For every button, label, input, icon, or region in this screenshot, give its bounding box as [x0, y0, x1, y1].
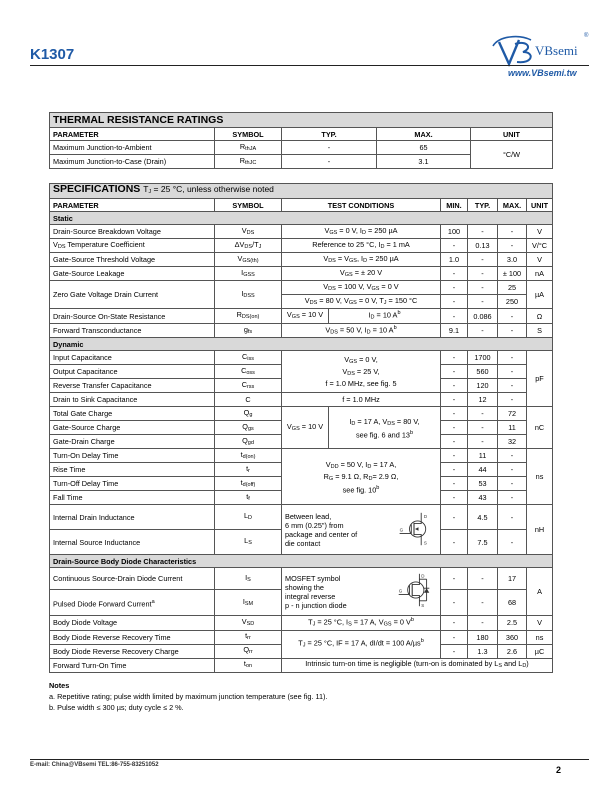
param-label: Drain-Source On-State Resistance	[50, 309, 215, 323]
min-value: -	[441, 530, 468, 555]
typ-value: -	[468, 616, 498, 630]
max-value: 2.5	[498, 616, 527, 630]
param-symbol: $Q_g$	[215, 407, 282, 421]
mosfet-symbol-icon	[396, 511, 432, 547]
section-body-diode: Drain-Source Body Diode Characteristics	[50, 555, 553, 568]
max-value: -	[498, 505, 527, 530]
param-symbol: $Q_{gd}$	[215, 435, 282, 449]
unit-value: µC	[527, 644, 553, 658]
param-symbol: $V_{SD}$	[215, 616, 282, 630]
unit-value: µA	[527, 281, 553, 309]
footer-rule	[30, 759, 589, 760]
page-number: 2	[556, 765, 562, 775]
th-parameter: PARAMETER	[50, 128, 215, 141]
th-max: MAX.	[377, 128, 471, 141]
th-typ: TYP.	[282, 128, 377, 141]
th-typ: TYP.	[468, 199, 498, 212]
param-label: $V_{DS}$ Temperature Coefficient	[50, 239, 215, 253]
min-value: -	[441, 239, 468, 253]
notes-title: Notes	[49, 681, 70, 690]
typ-value: -	[468, 253, 498, 267]
brand-name: VBsemi	[535, 43, 578, 58]
min-value: -	[441, 421, 468, 435]
test-condition: $V_{DS} = 100$ V, $V_{GS} = 0$ V	[282, 281, 441, 295]
min-value: -	[441, 616, 468, 630]
min-value: 1.0	[441, 253, 468, 267]
param-label: Drain to Sink Capacitance	[50, 393, 215, 407]
thermal-typ: -	[282, 155, 377, 169]
min-value: -	[441, 407, 468, 421]
max-value: ± 100	[498, 267, 527, 281]
min-value: -	[441, 630, 468, 644]
unit-value: V	[527, 616, 553, 630]
param-label: Drain-Source Breakdown Voltage	[50, 225, 215, 239]
is-cond-line: showing the	[285, 582, 324, 592]
ind-cond-line: 6 mm (0.25") from	[285, 520, 344, 530]
max-value: -	[498, 477, 527, 491]
registered-mark: ®	[584, 33, 589, 39]
min-value: -	[441, 351, 468, 365]
typ-value: 560	[468, 365, 498, 379]
specs-title: SPECIFICATIONS $T_J = 25$ °C, unless otherwise noted	[50, 184, 553, 199]
th-min: MIN.	[441, 199, 468, 212]
param-label: Gate-Source Leakage	[50, 267, 215, 281]
max-value: 17	[498, 568, 527, 590]
unit-value: nC	[527, 407, 553, 449]
note-b: b. Pulse width ≤ 300 µs; duty cycle ≤ 2 %.	[49, 703, 184, 712]
ind-cond-line: die contact	[285, 538, 321, 548]
param-symbol: $C_{oss}$	[215, 365, 282, 379]
param-label: Body Diode Voltage	[50, 616, 215, 630]
param-symbol: $C_{iss}$	[215, 351, 282, 365]
typ-value: 4.5	[468, 505, 498, 530]
typ-value: 0.13	[468, 239, 498, 253]
unit-value: V	[527, 253, 553, 267]
typ-value: -	[468, 421, 498, 435]
th-symbol: SYMBOL	[215, 128, 282, 141]
typ-value: 1.3	[468, 644, 498, 658]
param-label: Internal Drain Inductance	[50, 505, 215, 530]
th-symbol: SYMBOL	[215, 199, 282, 212]
svg-text:D: D	[421, 573, 425, 579]
typ-value: -	[468, 435, 498, 449]
max-value: -	[498, 351, 527, 365]
test-condition: $V_{DS} = V_{GS}$, $I_D = 250$ µA	[282, 253, 441, 267]
website-link[interactable]: www.VBsemi.tw	[508, 68, 577, 78]
footer-contact: E-mail: China@VBsemi TEL:86-755-83251052	[30, 762, 159, 768]
max-value: -	[498, 239, 527, 253]
max-value: -	[498, 491, 527, 505]
test-condition: $V_{DS} = 80$ V, $V_{GS} = 0$ V, $T_J = 150$ °C	[282, 295, 441, 309]
typ-value: -	[468, 281, 498, 295]
param-label: Internal Source Inductance	[50, 530, 215, 555]
test-condition: $V_{GS} = 0$ V, $I_D = 250$ µA	[282, 225, 441, 239]
max-value: -	[498, 225, 527, 239]
svg-text:S: S	[423, 540, 427, 546]
max-value: -	[498, 530, 527, 555]
param-symbol: $t_{d(off)}$	[215, 477, 282, 491]
param-symbol: $L_S$	[215, 530, 282, 555]
param-label: Gate-Drain Charge	[50, 435, 215, 449]
param-label: Reverse Transfer Capacitance	[50, 379, 215, 393]
unit-value: V	[527, 225, 553, 239]
section-dynamic: Dynamic	[50, 338, 553, 351]
param-symbol: $V_{DS}$	[215, 225, 282, 239]
param-symbol: $t_{rr}$	[215, 630, 282, 644]
min-value: -	[441, 435, 468, 449]
svg-text:G: G	[398, 588, 403, 594]
mosfet-diode-symbol-icon	[396, 572, 432, 608]
ind-cond-line: package and center of	[285, 529, 358, 539]
typ-value: 120	[468, 379, 498, 393]
min-value: 9.1	[441, 323, 468, 337]
typ-value: 7.5	[468, 530, 498, 555]
min-value: -	[441, 281, 468, 295]
min-value: -	[441, 644, 468, 658]
thermal-resistance-table	[49, 112, 553, 169]
test-condition: $T_J = 25$ °C, IF = 17 A, dI/dt = 100 A/µs$^b$	[282, 630, 441, 658]
unit-value: A	[527, 568, 553, 616]
param-label: Turn-On Delay Time	[50, 449, 215, 463]
max-value: 68	[498, 590, 527, 616]
thermal-unit: °C/W	[471, 141, 553, 169]
param-symbol: $t_f$	[215, 491, 282, 505]
param-symbol: $I_{DSS}$	[215, 281, 282, 309]
max-value: 32	[498, 435, 527, 449]
thermal-param: Maximum Junction-to-Ambient	[50, 141, 215, 155]
th-parameter: PARAMETER	[50, 199, 215, 212]
typ-value: 12	[468, 393, 498, 407]
param-label: Continuous Source-Drain Diode Current	[50, 568, 215, 590]
notes	[49, 680, 328, 713]
part-number: K1307	[30, 46, 75, 63]
unit-value: nH	[527, 505, 553, 555]
param-symbol: $C_{rss}$	[215, 379, 282, 393]
typ-value: -	[468, 295, 498, 309]
param-label: Gate-Source Threshold Voltage	[50, 253, 215, 267]
thermal-symbol: $R_{thJA}$	[215, 141, 282, 155]
test-condition	[282, 505, 441, 555]
param-symbol: $I_{GSS}$	[215, 267, 282, 281]
unit-value: pF	[527, 351, 553, 407]
min-value: -	[441, 379, 468, 393]
ind-cond-line: Between lead,	[285, 511, 332, 521]
max-value: 25	[498, 281, 527, 295]
thermal-param: Maximum Junction-to-Case (Drain)	[50, 155, 215, 169]
param-label: Body Diode Reverse Recovery Charge	[50, 644, 215, 658]
is-cond-line: integral reverse	[285, 591, 336, 601]
max-value: 360	[498, 630, 527, 644]
param-symbol: $I_S$	[215, 568, 282, 590]
param-symbol: $V_{GS(th)}$	[215, 253, 282, 267]
min-value: -	[441, 365, 468, 379]
typ-value: 1700	[468, 351, 498, 365]
typ-value: 180	[468, 630, 498, 644]
is-cond-line: MOSFET symbol	[285, 573, 341, 583]
typ-value: 11	[468, 449, 498, 463]
param-symbol: $L_D$	[215, 505, 282, 530]
param-symbol: $g_{fs}$	[215, 323, 282, 337]
min-value: 100	[441, 225, 468, 239]
param-symbol: $Q_{gs}$	[215, 421, 282, 435]
param-label: Turn-Off Delay Time	[50, 477, 215, 491]
svg-text:G: G	[399, 527, 404, 533]
specifications-table	[49, 183, 553, 673]
thermal-symbol: $R_{thJC}$	[215, 155, 282, 169]
note-a: a. Repetitive rating; pulse width limited by maximum junction temperature (see fig. 11).	[49, 692, 328, 701]
min-value: -	[441, 568, 468, 590]
min-value: -	[441, 449, 468, 463]
param-label: Gate-Source Charge	[50, 421, 215, 435]
test-condition: $V_{GS} = 0$ V, $V_{DS} = 25$ V, f = 1.0 MHz, see fig. 5	[282, 351, 441, 393]
thermal-max: 3.1	[377, 155, 471, 169]
param-symbol: $t_{d(on)}$	[215, 449, 282, 463]
svg-text:D: D	[423, 514, 428, 520]
min-value: -	[441, 295, 468, 309]
param-label: Rise Time	[50, 463, 215, 477]
typ-value: 0.086	[468, 309, 498, 323]
param-symbol: $t_{on}$	[215, 658, 282, 672]
min-value: -	[441, 477, 468, 491]
unit-value: ns	[527, 449, 553, 505]
test-condition: Reference to 25 °C, $I_D = 1$ mA	[282, 239, 441, 253]
param-symbol: $I_{SM}$	[215, 590, 282, 616]
min-value: -	[441, 505, 468, 530]
param-symbol: C	[215, 393, 282, 407]
min-value: -	[441, 393, 468, 407]
param-label: Zero Gate Voltage Drain Current	[50, 281, 215, 309]
min-value: -	[441, 590, 468, 616]
typ-value: -	[468, 568, 498, 590]
max-value: 2.6	[498, 644, 527, 658]
th-unit: UNIT	[527, 199, 553, 212]
test-condition	[282, 568, 441, 616]
param-label: Fall Time	[50, 491, 215, 505]
test-condition: $V_{GS} = 10$ V	[282, 309, 329, 323]
test-condition: $V_{GS}$ = ± 20 V	[282, 267, 441, 281]
param-symbol: $Q_{rr}$	[215, 644, 282, 658]
test-condition: $V_{GS} = 10$ V	[282, 407, 329, 449]
test-condition: $V_{DS} = 50$ V, $I_D = 10$ $A^b$	[282, 323, 441, 337]
typ-value: -	[468, 225, 498, 239]
max-value: -	[498, 309, 527, 323]
typ-value: 53	[468, 477, 498, 491]
max-value: 250	[498, 295, 527, 309]
max-value: -	[498, 393, 527, 407]
param-label: Pulsed Diode Forward Current$^a$	[50, 590, 215, 616]
param-symbol: $t_r$	[215, 463, 282, 477]
test-condition: Intrinsic turn-on time is negligible (turn-on is dominated by $L_S$ and $L_D$)	[282, 658, 553, 672]
section-static: Static	[50, 212, 553, 225]
typ-value: -	[468, 323, 498, 337]
test-condition: $T_J = 25$ °C, $I_S = 17$ A, $V_{GS} = 0$ $V^b$	[282, 616, 441, 630]
max-value: -	[498, 379, 527, 393]
header-rule	[30, 65, 589, 66]
typ-value: -	[468, 267, 498, 281]
param-label: Body Diode Reverse Recovery Time	[50, 630, 215, 644]
param-label: Input Capacitance	[50, 351, 215, 365]
typ-value: 44	[468, 463, 498, 477]
test-condition: f = 1.0 MHz	[282, 393, 441, 407]
min-value: -	[441, 491, 468, 505]
param-label: Output Capacitance	[50, 365, 215, 379]
param-symbol: $R_{DS(on)}$	[215, 309, 282, 323]
param-symbol: $\Delta V_{DS}/T_J$	[215, 239, 282, 253]
thermal-typ: -	[282, 141, 377, 155]
max-value: -	[498, 365, 527, 379]
param-label: Forward Transconductance	[50, 323, 215, 337]
max-value: 72	[498, 407, 527, 421]
max-value: -	[498, 463, 527, 477]
test-condition: $V_{DD} = 50$ V, $I_D = 17$ A, $R_G = 9.1$ Ω, $R_D= 2.9$ Ω, see fig. 10$^b$	[282, 449, 441, 505]
unit-value: nA	[527, 267, 553, 281]
typ-value: -	[468, 407, 498, 421]
min-value: -	[441, 463, 468, 477]
max-value: 11	[498, 421, 527, 435]
unit-value: ns	[527, 630, 553, 644]
unit-value: S	[527, 323, 553, 337]
thermal-max: 65	[377, 141, 471, 155]
typ-value: 43	[468, 491, 498, 505]
thermal-title: THERMAL RESISTANCE RATINGS	[50, 113, 553, 128]
test-condition: $I_D = 10$ $A^b$	[329, 309, 441, 323]
is-cond-line: p - n junction diode	[285, 600, 347, 610]
th-unit: UNIT	[471, 128, 553, 141]
unit-value: V/°C	[527, 239, 553, 253]
unit-value: Ω	[527, 309, 553, 323]
max-value: -	[498, 449, 527, 463]
max-value: 3.0	[498, 253, 527, 267]
min-value: -	[441, 309, 468, 323]
param-label: Total Gate Charge	[50, 407, 215, 421]
svg-text:S: S	[421, 603, 425, 609]
max-value: -	[498, 323, 527, 337]
th-test-conditions: TEST CONDITIONS	[282, 199, 441, 212]
typ-value: -	[468, 590, 498, 616]
test-condition: $I_D = 17$ A, $V_{DS} = 80$ V, see fig. 6 and 13$^b$	[329, 407, 441, 449]
min-value: -	[441, 267, 468, 281]
param-label: Forward Turn-On Time	[50, 658, 215, 672]
th-max: MAX.	[498, 199, 527, 212]
